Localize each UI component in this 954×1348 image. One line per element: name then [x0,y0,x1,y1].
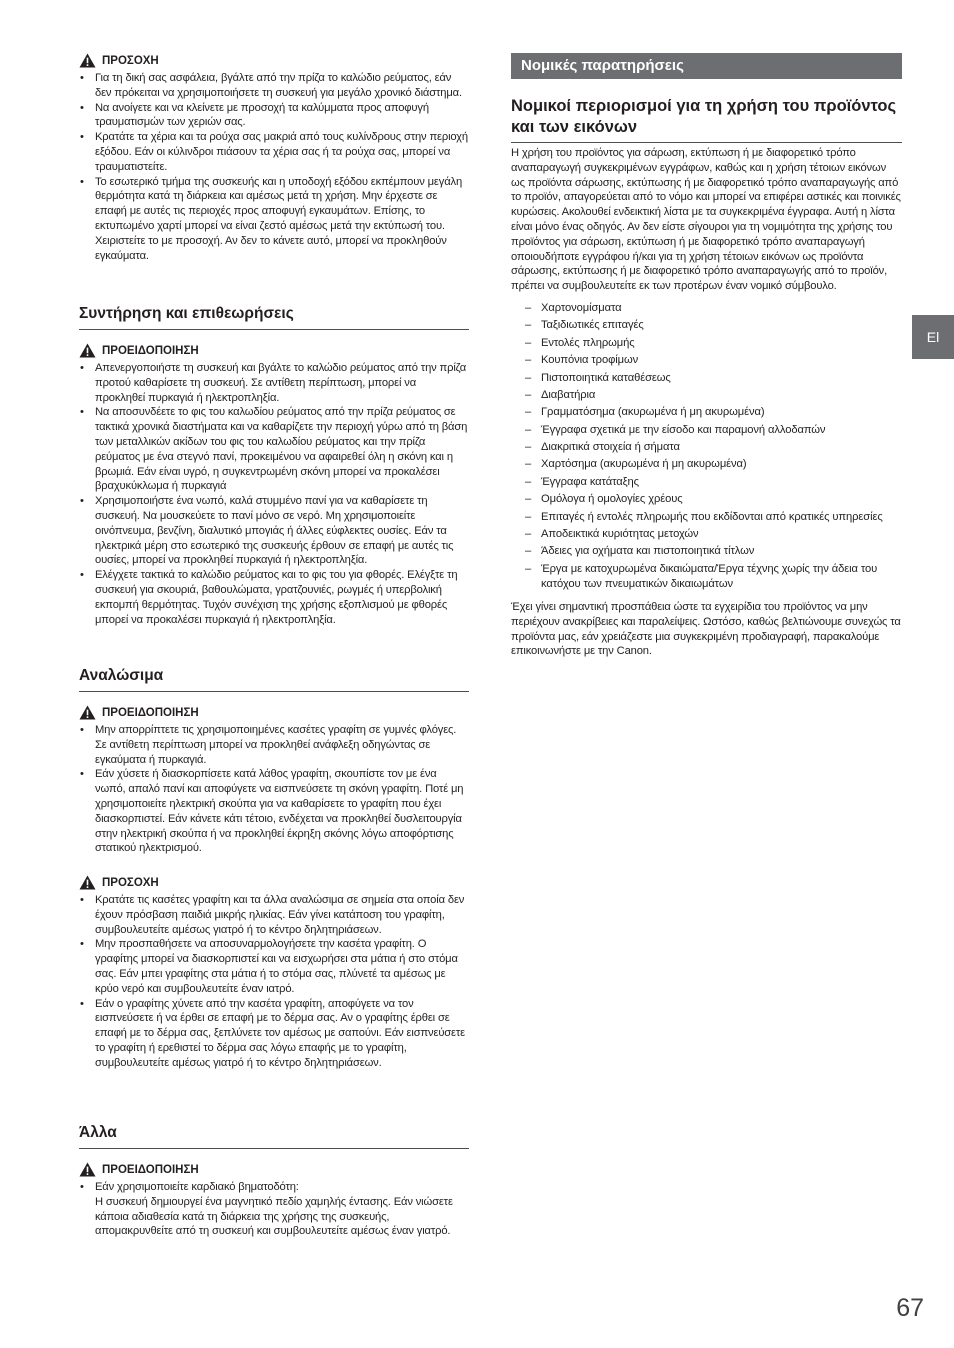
warning-triangle-icon [79,343,96,358]
list-item: • Για τη δική σας ασφάλεια, βγάλτε από την πρίζα το καλώδιο ρεύματος, εάν δεν πρόκειται να χρησιμοποιήσετε τη συσκευή για μεγάλο χρονικό διάστημα. [79,71,469,101]
list-item: • Κρατάτε τα χέρια και τα ρούχα σας μακριά από τους κυλίνδρους στην περιοχή εξόδου. Εάν οι κύλινδροι πιάσουν τα χέρια σας ή τα ρούχα σας, μπορεί να τραυματιστείτε. [79,130,469,174]
intro-paragraph: Η χρήση του προϊόντος για σάρωση, εκτύπωση ή με διαφορετικό τρόπο αναπαραγωγή συγκεκριμένων εγγράφων, καθώς και η χρήση τέτοιων εικόνων ως προϊόντα σάρωσης, εκτύπωσης ή με διαφορετικό τρόπο αναπαραγωγής από το προϊόν, απαγορεύεται από το νόμο και μπορεί να επιφέρει αστικές και ποινικές κυρώσεις. Ακολουθεί ενδεικτική λίστα με τα συγκεκριμένα έγγραφα. Αυτή η λίστα είναι μόνο ένας οδηγός. Αν δεν είστε σίγουροι για τη νομιμότητα της χρήσης του προϊόντος για σάρωση, εκτύπωση ή με διαφορετικό τρόπο αναπαραγωγή οποιουδήποτε εγγράφου ή/και για τη χρήση τέτοιων εικόνων ως προϊόντα σάρωσης, εκτύπωσης ή με διαφορετικό τρόπο αναπαραγωγής από το προϊόν, πρέπει να συμβουλευτείτε εκ των προτέρων έναν νομικό σύμβουλο. [511,147,901,293]
list-item: – Εντολές πληρωμής [511,336,902,351]
list-item-lead: • Εάν χρησιμοποιείτε καρδιακό βηματοδότη: [95,1181,299,1193]
list-item: • Ελέγχετε τακτικά το καλώδιο ρεύματος και το φις του για φθορές. Ελέγξτε τη συσκευή για σκουριά, βαθουλώματα, γρατζουνιές, ρωγμές ή υπερβολική εκπομπή θερμότητας. Τυχόν συνέχιση της χρήσης εξοπλισμού με φθορές μπορεί να προκαλέσει πυρκαγιά ή ηλεκτροπληξία. [79,568,469,627]
list-item: • Μην προσπαθήσετε να αποσυναρμολογήσετε την κασέτα γραφίτη. Ο γραφίτης μπορεί να διασκορπιστεί και να εισχωρήσει στα μάτια ή στο στόμα σας. Εάν μπει γραφίτης στα μάτια ή το στόμα σας, πλύνετέ τα αμέσως με κρύο νερό και συμβουλευτείτε έναν ιατρό. [79,937,469,996]
warning-heading [79,705,469,720]
list-item: • Κρατάτε τις κασέτες γραφίτη και τα άλλα αναλώσιμα σε σημεία στα οποία δεν έχουν πρόσβαση παιδιά μικρής ηλικίας. Εάν γίνει κατάποση του γραφίτη, συμβουλευτείτε αμέσως γιατρό ή το κέντρο δηλητηριάσεων. [79,893,469,937]
list-item: • Απενεργοποιήστε τη συσκευή και βγάλτε το καλώδιο ρεύματος από την πρίζα προτού καθαρίσετε τη συσκευή. Σε αντίθετη περίπτωση, μπορεί να προκληθεί πυρκαγιά ή ηλεκτροπληξία. [79,361,469,405]
list-item: – Έργα με κατοχυρωμένα δικαιώματα/Έργα τέχνης χωρίς την άδεια του κατόχου των πνευματικών δικαιωμάτων [511,562,902,592]
warning-triangle-icon [79,875,96,890]
list-item: – Άδειες για οχήματα και πιστοποιητικά τίτλων [511,544,902,559]
section-banner: Νομικές παρατηρήσεις [511,53,902,79]
warning-triangle-icon [79,53,96,68]
document-list [511,301,902,591]
page-title: Νομικοί περιορισμοί για τη χρήση του προϊόντος και των εικόνων [511,96,902,143]
list-item: – Διαβατήρια [511,388,902,403]
caution-label: ΠΡΟΣΟΧΗ [102,876,159,889]
list-item: • Μην απορρίπτετε τις χρησιμοποιημένες κασέτες γραφίτη σε γυμνές φλόγες. Σε αντίθετη περίπτωση μπορεί να προκληθεί ανάφλεξη οδηγώντας σε εγκαύματα ή πυρκαγιά. [79,723,469,767]
list-item-body: Η συσκευή δημιουργεί ένα μαγνητικό πεδίο χαμηλής έντασης. Εάν νιώσετε κάποια αδιαθεσία κατά τη διάρκεια της χρήσης της συσκευής, απομακρυνθείτε από τη συσκευή και συμβουλευτείτε αμέσως έναν γιατρό. [95,1195,453,1238]
list-item: – Ομόλογα ή ομολογίες χρέους [511,492,902,507]
list-item: • Να ανοίγετε και να κλείνετε με προσοχή τα καλύμματα προς αποφυγή τραυματισμών των χεριών σας. [79,101,469,131]
warning-list [79,361,469,627]
list-item: – Κουπόνια τροφίμων [511,353,902,368]
list-item: – Ταξιδιωτικές επιταγές [511,318,902,333]
page-number: 67 [896,1294,924,1322]
closing-paragraph: Έχει γίνει σημαντική προσπάθεια ώστε τα εγχειρίδια του προϊόντος να μην περιέχουν ανακρίβειες και παραλείψεις. Ωστόσο, καθώς βελτιώνουμε συνεχώς τα προϊόντα μας, εάν χρειάζεστε μια συγκεκριμένη προδιαγραφή, παρακαλούμε επικοινωνήστε με την Canon. [511,601,901,658]
list-item: • Να αποσυνδέετε το φις του καλωδίου ρεύματος από την πρίζα ρεύματος σε τακτικά χρονικά διαστήματα και να καθαρίζετε την περιοχή γύρω από τη βάση των μεταλλικών ακίδων του φις του καλωδίου ρεύματος και την πρίζα ρεύματος με ένα στεγνό πανί, προκειμένου να αφαιρεθεί όλη η σκόνη και η βρωμιά. Εάν είναι υγρό, η συγκεντρωμένη σκόνη μπορεί να προκαλέσει βραχυκύκλωμα ή πυρκαγιά [79,405,469,494]
list-item: – Αποδεικτικά κυριότητας μετοχών [511,527,902,542]
list-item: • Εάν ο γραφίτης χύνετε από την κασέτα γραφίτη, αποφύγετε να τον εισπνεύσετε ή να έρθει σε επαφή με το δέρμα σας. Αν ο γραφίτης έρθει σε επαφή με το δέρμα σας, ξεπλύνετε τον αμέσως με σαπούνι. Εάν εισπνεύσετε το γραφίτη ή ερεθιστεί το δέρμα σας λόγω επαφής με το γραφίτη, συμβουλευτείτε αμέσως γιατρό ή το κέντρο δηλητηριάσεων. [79,997,469,1071]
warning-list [79,723,469,856]
list-item: • Εάν χύσετε ή διασκορπίσετε κατά λάθος γραφίτη, σκουπίστε τον με ένα νωπό, απαλό πανί και αποφύγετε να εισπνεύσετε τη σκόνη γραφίτη. Ποτέ μη χρησιμοποιείτε ηλεκτρική σκούπα για να καθαρίσετε το γραφίτη που έχει διασκορπιστεί. Εάν κάνετε κάτι τέτοιο, ενδέχεται να προκληθεί δυσλειτουργία στην ηλεκτρική σκούπα ή να προκληθεί έκρηξη σκόνης λόγω αποφόρτισης στατικού ηλεκτρισμού. [79,767,469,856]
warning-heading [79,343,469,358]
warning-label: ΠΡΟΕΙΔΟΠΟΙΗΣΗ [102,706,199,719]
caution-list [79,71,469,263]
maintenance-section [79,304,469,627]
section-heading: Συντήρηση και επιθεωρήσεις [79,304,469,330]
consumables-section [79,666,469,856]
list-item: – Έγγραφα κατάταξης [511,475,902,490]
warning-triangle-icon [79,1162,96,1177]
caution-heading [79,53,469,68]
list-item: – Διακριτικά στοιχεία ή σήματα [511,440,902,455]
list-item [79,1180,469,1239]
caution-list [79,893,469,1071]
caution-block [79,875,469,1071]
list-item: – Πιστοποιητικά καταθέσεως [511,371,902,386]
warning-triangle-icon [79,705,96,720]
list-item: – Χαρτονομίσματα [511,301,902,316]
caution-label: ΠΡΟΣΟΧΗ [102,54,159,67]
caution-heading [79,875,469,890]
warning-label: ΠΡΟΕΙΔΟΠΟΙΗΣΗ [102,344,199,357]
list-item: – Επιταγές ή εντολές πληρωμής που εκδίδονται από κρατικές υπηρεσίες [511,510,902,525]
legal-content [511,146,902,659]
list-item: • Χρησιμοποιήστε ένα νωπό, καλά στυμμένο πανί για να καθαρίσετε τη συσκευή. Να μουσκεύετε το πανί μόνο σε νερό. Μη χρησιμοποιείτε οινόπνευμα, βενζίνη, διαλυτικό μπογιάς ή άλλες εύφλεκτες ουσίες. Εάν τα ηλεκτρικά μέρη στο εσωτερικό της συσκευής έρθουν σε επαφή με αυτές τις ουσίες, μπορεί να προκληθεί πυρκαγιά ή ηλεκτροπληξία. [79,494,469,568]
list-item: – Χαρτόσημα (ακυρωμένα ή μη ακυρωμένα) [511,457,902,472]
other-section [79,1123,469,1239]
list-item: – Γραμματόσημα (ακυρωμένα ή μη ακυρωμένα) [511,405,902,420]
warning-heading [79,1162,469,1177]
section-heading: Αναλώσιμα [79,666,469,692]
language-tab: El [912,315,954,359]
warning-list [79,1180,469,1239]
warning-label: ΠΡΟΕΙΔΟΠΟΙΗΣΗ [102,1163,199,1176]
caution-block [79,53,469,263]
list-item: • Το εσωτερικό τμήμα της συσκευής και η υποδοχή εξόδου εκπέμπουν μεγάλη θερμότητα κατά τη διάρκεια και αμέσως μετά τη χρήση. Μην έρχεστε σε επαφή με αυτές τις περιοχές προς αποφυγή εγκαυμάτων. Επίσης, το εκτυπωμένο χαρτί μπορεί να είναι ζεστό αμέσως μετά την εκτύπωσή του. Χειριστείτε το με προσοχή. Αν δεν το κάνετε αυτό, μπορεί να προκληθούν εγκαύματα. [79,175,469,264]
section-heading: Άλλα [79,1123,469,1149]
list-item: – Έγγραφα σχετικά με την είσοδο και παραμονή αλλοδαπών [511,423,902,438]
